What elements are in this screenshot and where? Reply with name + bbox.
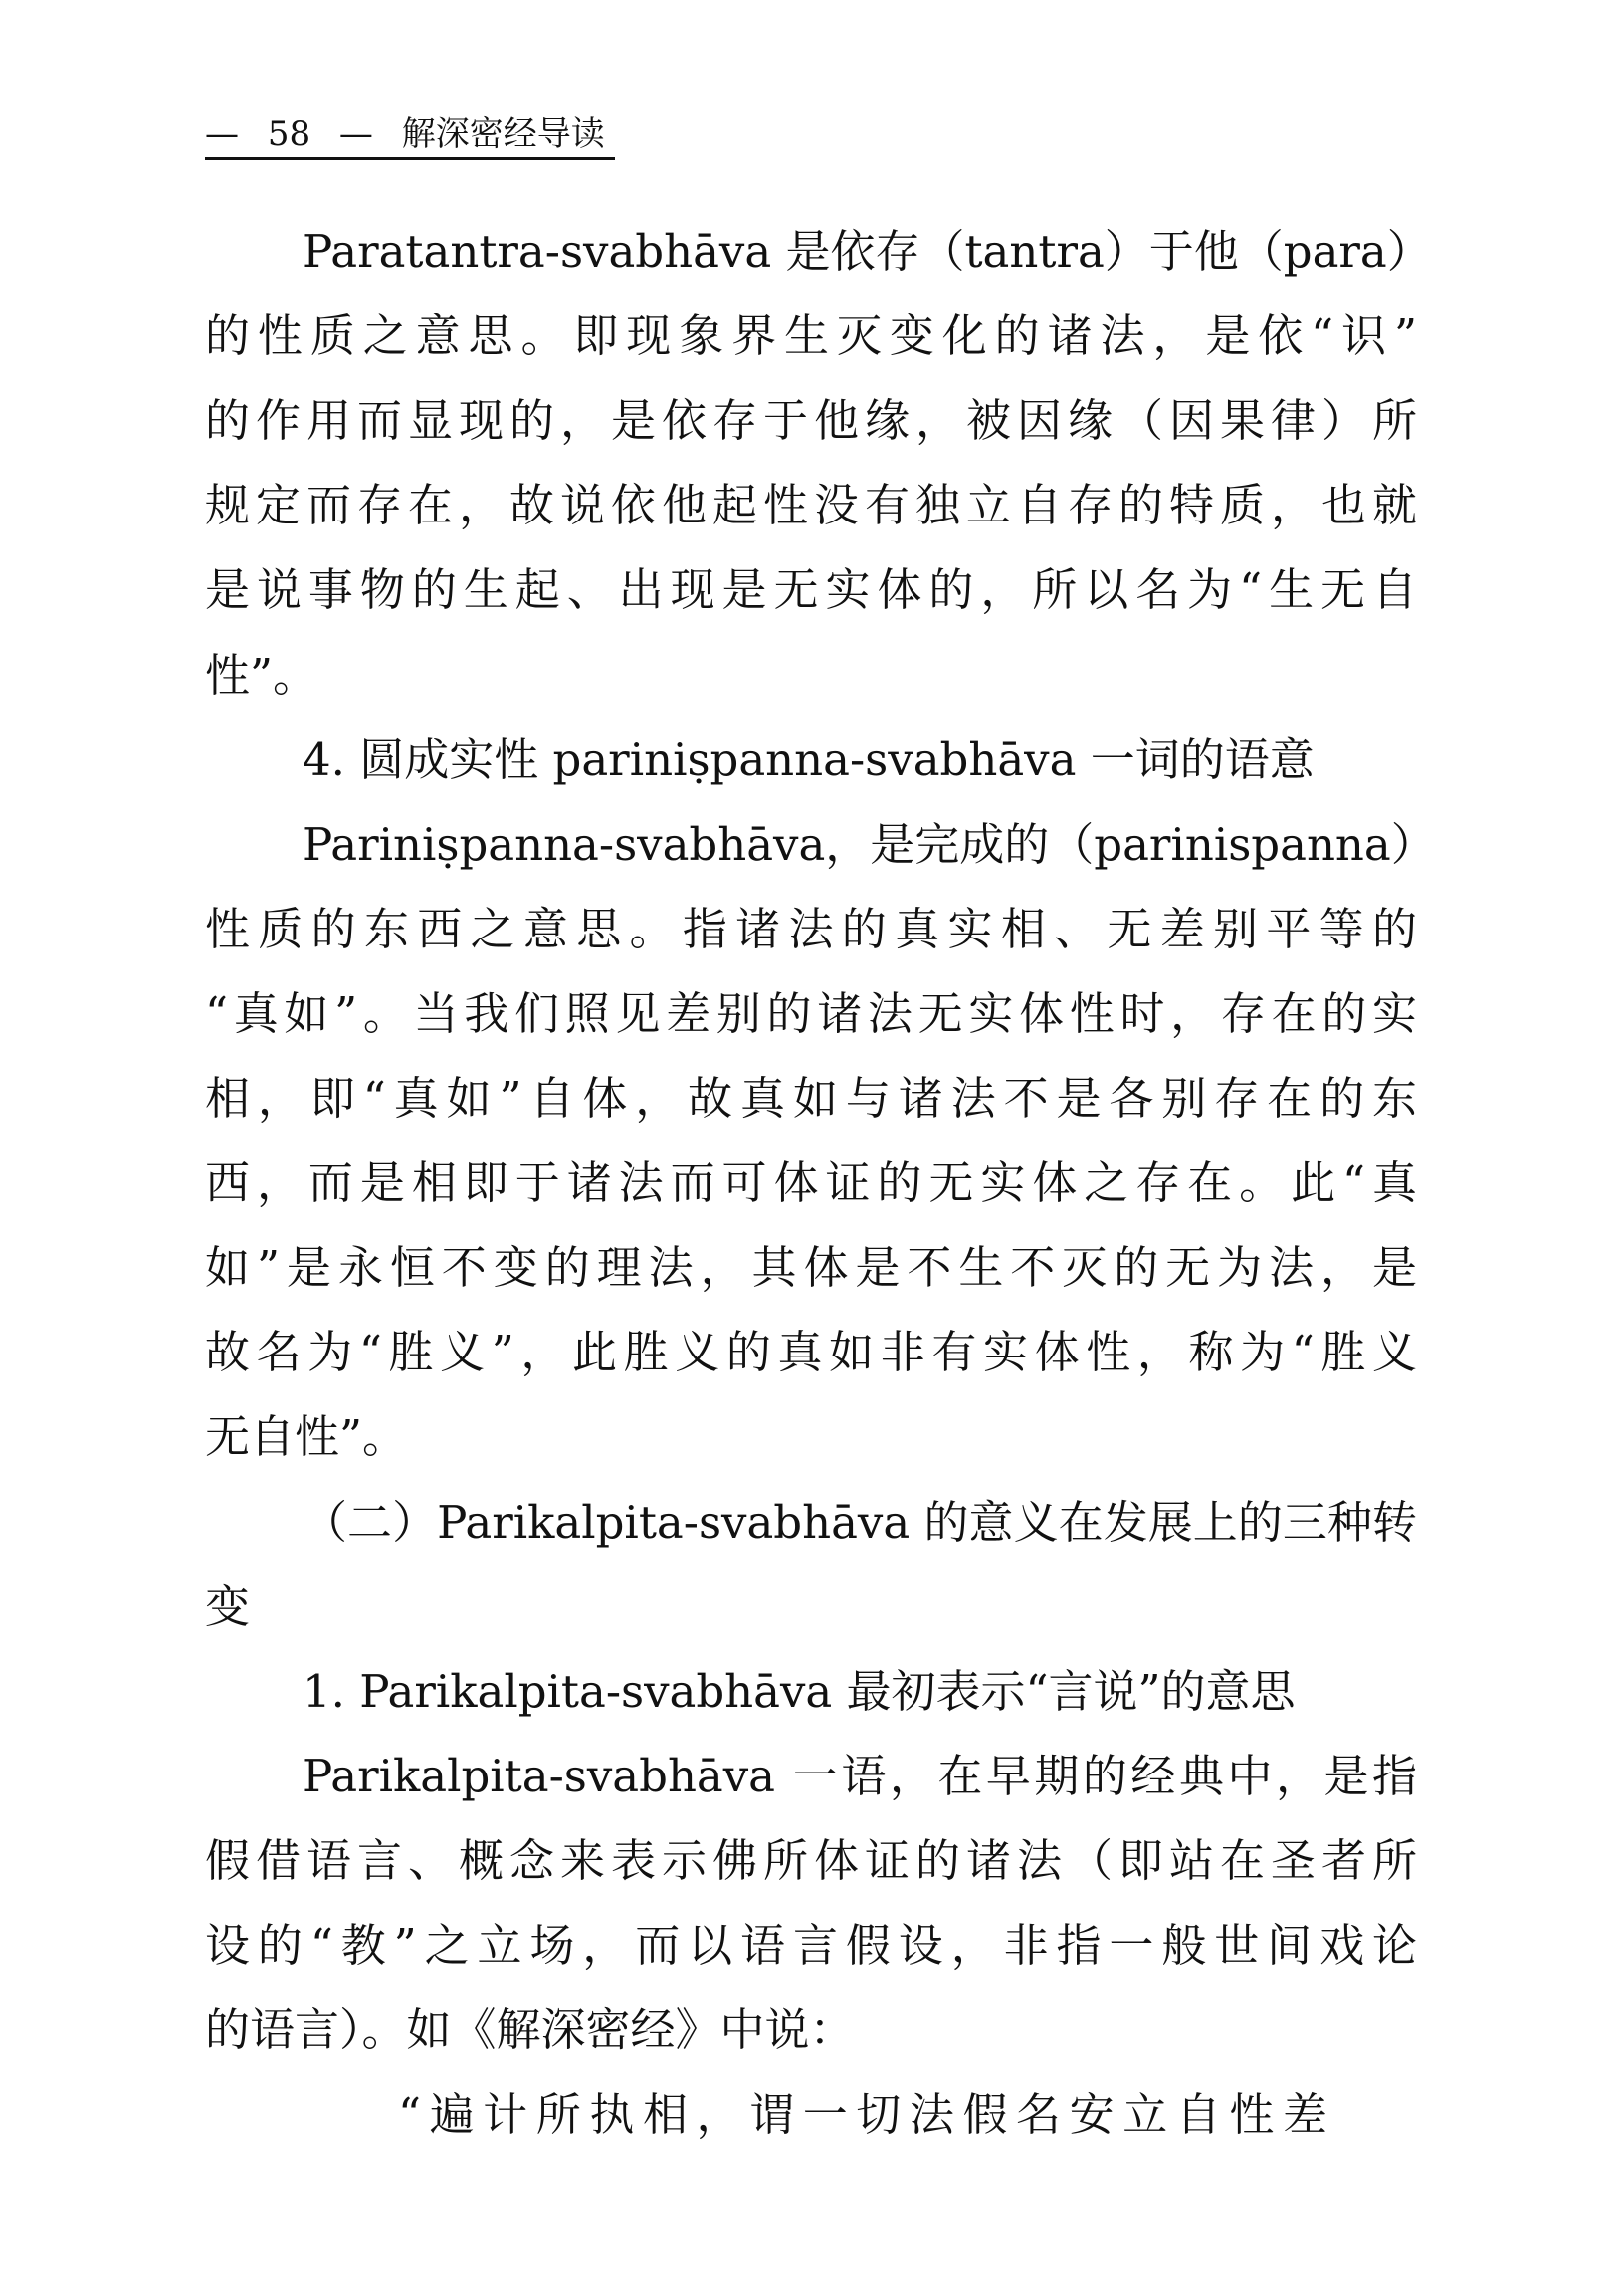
text-line: 的语言）。如《解深密经》中说：	[205, 2003, 855, 2057]
text-line: 无自性”。	[205, 1410, 408, 1464]
text-line: 性”。	[205, 648, 318, 702]
book-title: 解深密经导读	[401, 114, 605, 154]
text-line: 4. 圆成实性 pariniṣpanna-svabhāva 一词的语意	[303, 732, 1315, 786]
running-header	[205, 111, 615, 160]
text-line: 变	[205, 1579, 251, 1633]
text-line: 如”是永恒不变的理法，其体是不生不灭的无为法，是	[205, 1241, 1417, 1295]
header-dash: —	[205, 114, 239, 154]
text-line: 性质的东西之意思。指诸法的真实相、无差别平等的	[205, 902, 1417, 955]
text-line: 的作用而显现的，是依存于他缘，被因缘（因果律）所	[205, 394, 1417, 448]
text-line: 相，即“真如”自体，故真如与诸法不是各别存在的东	[205, 1072, 1417, 1125]
text-line: （二）Parikalpita-svabhāva 的意义在发展上的三种转	[303, 1495, 1417, 1549]
text-line: “真如”。当我们照见差别的诸法无实体性时，存在的实	[205, 986, 1417, 1040]
text-line: 故名为“胜义”，此胜义的真如非有实体性，称为“胜义	[205, 1326, 1417, 1379]
text-line: Pariniṣpanna-svabhāva，是完成的（parinispanna）	[303, 817, 1436, 871]
text-line: 西，而是相即于诸法而可体证的无实体之存在。此“真	[205, 1156, 1417, 1210]
header-dash: —	[338, 114, 373, 154]
text-line: 设的“教”之立场，而以语言假设，非指一般世间戏论	[205, 1919, 1417, 1972]
text-line: 是说事物的生起、出现是无实体的，所以名为“生无自	[205, 563, 1417, 617]
text-line: “遍计所执相，谓一切法假名安立自性差	[398, 2088, 1333, 2142]
text-line: 规定而存在，故说依他起性没有独立自存的特质，也就	[205, 479, 1417, 532]
text-line: Parikalpita-svabhāva 一语，在早期的经典中，是指	[303, 1749, 1417, 1802]
text-line: 1. Parikalpita-svabhāva 最初表示“言说”的意思	[303, 1664, 1296, 1718]
text-line: 的性质之意思。即现象界生灭变化的诸法，是依“识”	[205, 310, 1417, 363]
page-number: 58	[267, 114, 311, 154]
text-line: 假借语言、概念来表示佛所体证的诸法（即站在圣者所	[205, 1833, 1417, 1887]
text-line: Paratantra-svabhāva 是依存（tantra）于他（para）	[303, 225, 1432, 278]
